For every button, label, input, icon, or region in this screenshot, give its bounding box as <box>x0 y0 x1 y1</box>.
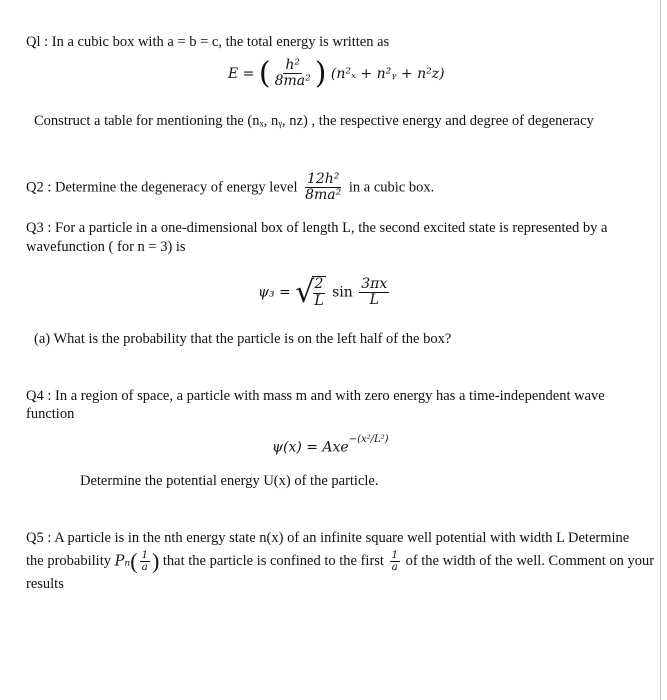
q4-eq-main: ψ(x) = Axe <box>272 439 349 456</box>
q3-part-a: (a) What is the probability that the particle is on the left half of the box? <box>34 331 452 347</box>
q4-task: Determine the potential energy U(x) of the particle. <box>80 473 379 489</box>
q1-task: Construct a table for mentioning the (nₓ, nᵧ, nz) , the respective energy and degree of degeneracy <box>34 113 594 129</box>
q5-line1: Q5 : A particle is in the nth energy state n(x) of an infinite square well potential with width L Determine <box>26 530 630 546</box>
page-edge <box>660 0 661 700</box>
q1-eq-lhs: E = <box>228 65 255 82</box>
q5-line3: results <box>26 576 64 592</box>
q4-line2: function <box>26 406 75 422</box>
right-paren-icon: ) <box>314 55 327 91</box>
q3-sqrt-num: 2 <box>314 276 324 293</box>
q2-text-pre: Q2 : Determine the degeneracy of energy level <box>26 179 298 196</box>
left-paren-icon: ( <box>130 548 138 574</box>
q5-frac-num-1: 1 <box>141 550 148 561</box>
q3-arg-den: L <box>369 292 379 308</box>
q5-text-c: of the width of the well. Comment on your <box>405 553 655 569</box>
q5-frac-num-2: 1 <box>391 550 398 561</box>
q4-equation <box>272 434 389 456</box>
q3-equation <box>258 275 391 310</box>
q2-frac-den: 8ma² <box>305 187 342 204</box>
q1-eq-rhs: (n²ₓ + n²ᵧ + n²z) <box>330 65 445 82</box>
q1-text: Ql : In a cubic box with a = b = c, the total energy is written as <box>26 34 390 50</box>
q2-line <box>26 172 434 204</box>
right-paren-icon: ) <box>151 548 160 574</box>
q3-line2: wavefunction ( for n = 3) is <box>26 239 186 255</box>
left-paren-icon: ( <box>258 55 271 91</box>
q2-frac-num: 12h² <box>306 171 340 187</box>
q3-arg-num: 3πx <box>361 275 388 292</box>
q3-eq-lhs: ψ₃ = <box>258 284 291 301</box>
q3-sqrt-den: L <box>314 292 324 309</box>
q1-eq-num: h² <box>285 57 300 73</box>
q5-frac-den-2: a <box>391 562 398 573</box>
q5-text-b: that the particle is confined to the first <box>162 553 384 569</box>
q3-sin: sin <box>332 284 353 301</box>
q4-eq-exponent: −(x²/L²) <box>348 434 389 445</box>
q2-text-post: in a cubic box. <box>348 179 435 196</box>
q5-frac-den-1: a <box>141 562 148 573</box>
q4-line1: Q4 : In a region of space, a particle with mass m and with zero energy has a time-independent wave <box>26 388 605 404</box>
q3-line1: Q3 : For a particle in a one-dimensional box of length L, the second excited state is represented by a <box>26 220 608 236</box>
q1-equation <box>228 55 445 91</box>
q5-line2 <box>26 550 654 573</box>
q1-eq-den: 8ma² <box>274 73 311 90</box>
q5-pn: Pₙ <box>114 553 131 570</box>
q5-text-a: the probability <box>26 553 111 569</box>
sqrt-icon: √ <box>295 275 315 310</box>
